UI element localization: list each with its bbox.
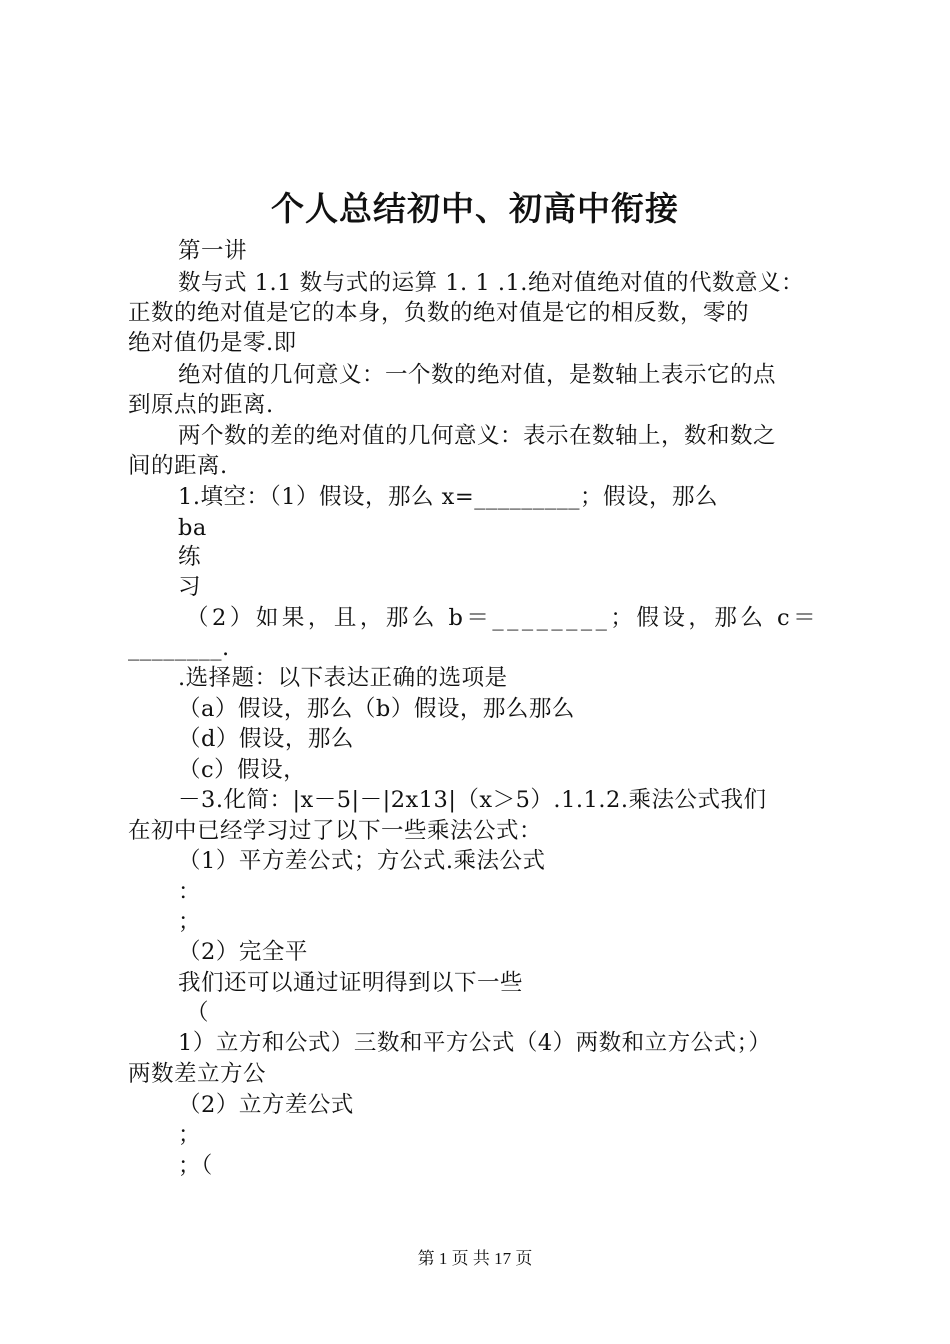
text-line: ________. (128, 635, 230, 661)
text-line: 到原点的距离. (128, 392, 274, 418)
text-line: （1）平方差公式；方公式.乘法公式 (178, 848, 546, 874)
text-line: 我们还可以通过证明得到以下一些 (178, 970, 524, 996)
text-line: ； (178, 909, 202, 935)
text-line: .选择题：以下表达正确的选项是 (178, 665, 508, 691)
text-line: 在初中已经学习过了以下一些乘法公式： (128, 818, 543, 844)
text-line: （2）如果，且，那么 b＝________；假设，那么 c＝ (186, 605, 820, 631)
text-line: －3.化简：|x－5|－|2x13|（x＞5）.1.1.2.乘法公式我们 (178, 787, 767, 813)
text-line: ；（ (178, 1153, 213, 1179)
text-line: 绝对值仍是零.即 (128, 330, 297, 356)
text-line: ba (178, 515, 207, 541)
text-line: （c）假设， (178, 757, 307, 783)
page-title: 个人总结初中、初高中衔接 (271, 189, 679, 228)
text-line: 间的距离. (128, 453, 228, 479)
text-line: （d）假设，那么 (178, 726, 354, 752)
text-line: （ (186, 1000, 210, 1026)
text-line: 1.填空：（1）假设，那么 x=_________；假设，那么 (178, 484, 718, 510)
text-line: 绝对值的几何意义：一个数的绝对值，是数轴上表示它的点 (178, 362, 777, 388)
text-line: 两个数的差的绝对值的几何意义：表示在数轴上，数和数之 (178, 423, 777, 449)
text-line: 第一讲 (178, 238, 248, 264)
text-line: 1）立方和公式）三数和平方公式（4）两数和立方公式；） (178, 1030, 772, 1056)
text-line: ； (178, 1122, 202, 1148)
text-line: 习 (178, 574, 202, 600)
text-line: （a）假设，那么（b）假设，那么那么 (178, 696, 575, 722)
text-line: 练 (178, 544, 202, 570)
text-line: 两数差立方公 (128, 1061, 267, 1087)
text-line: 数与式 1.1 数与式的运算 1. 1 .1.绝对值绝对值的代数意义： (178, 270, 804, 296)
page-footer: 第 1 页 共 17 页 (417, 1249, 533, 1268)
text-line: ： (178, 879, 202, 905)
text-line: （2）完全平 (178, 939, 308, 965)
text-line: （2）立方差公式 (178, 1092, 354, 1118)
text-line: 正数的绝对值是它的本身，负数的绝对值是它的相反数，零的 (128, 300, 750, 326)
